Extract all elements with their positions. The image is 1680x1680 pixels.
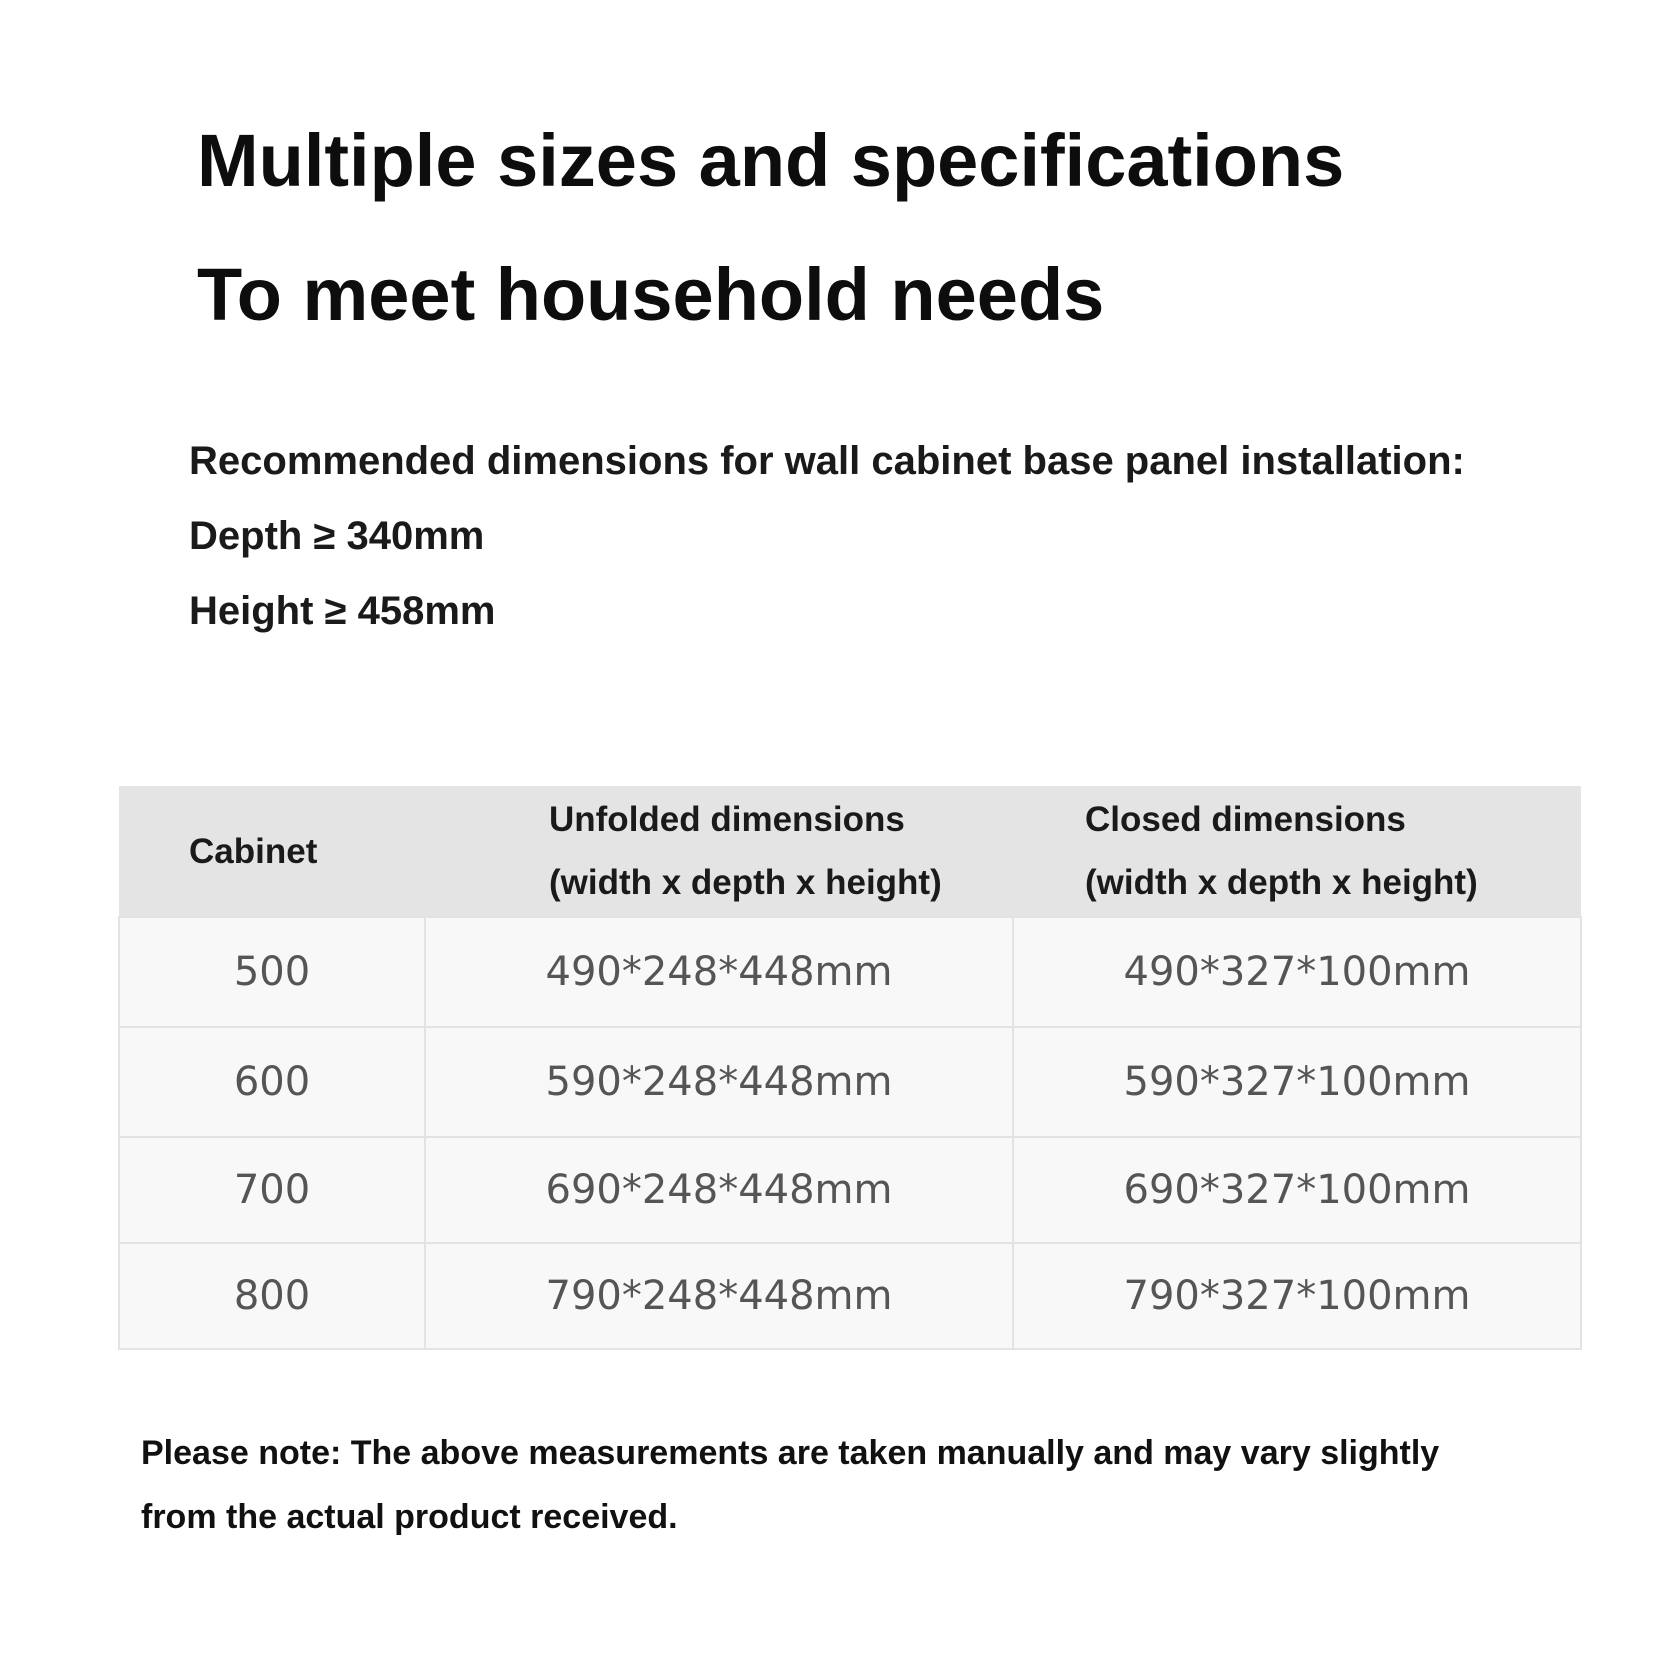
header-closed-title: Closed dimensions [1085,800,1406,839]
cell-closed: 590*327*100mm [1013,1027,1581,1137]
table-row [119,917,1581,1027]
header-closed-subtitle: (width x depth x height) [1085,863,1478,902]
cell-closed: 790*327*100mm [1013,1243,1581,1349]
header-unfolded-title: Unfolded dimensions [549,800,905,839]
headline-line-1: Multiple sizes and specifications [197,119,1345,202]
table-row [119,1027,1581,1137]
table-row [119,1243,1581,1349]
header-unfolded [425,786,1013,917]
header-cabinet [119,786,425,917]
table-row [119,1137,1581,1243]
spec-depth: Depth ≥ 340mm [189,514,485,558]
cell-unfolded: 490*248*448mm [425,917,1013,1027]
header-unfolded-subtitle: (width x depth x height) [549,863,942,902]
cell-closed: 690*327*100mm [1013,1137,1581,1243]
note-line-1: Please note: The above measurements are taken manually and may vary slightly [141,1434,1440,1472]
cell-cabinet: 700 [119,1137,425,1243]
cell-unfolded: 790*248*448mm [425,1243,1013,1349]
spec-intro: Recommended dimensions for wall cabinet base panel installation: [189,439,1465,483]
cell-cabinet: 500 [119,917,425,1027]
header-cabinet-label: Cabinet [189,831,318,871]
note-line-2: from the actual product received. [141,1498,678,1536]
header-closed [1013,786,1581,917]
measurement-note [141,1421,1601,1549]
cell-cabinet: 800 [119,1243,425,1349]
cell-unfolded: 590*248*448mm [425,1027,1013,1137]
dimensions-table [118,786,1582,1350]
cell-unfolded: 690*248*448mm [425,1137,1013,1243]
cell-closed: 490*327*100mm [1013,917,1581,1027]
cell-cabinet: 600 [119,1027,425,1137]
spec-height: Height ≥ 458mm [189,589,496,633]
headline-line-2: To meet household needs [197,253,1105,336]
table-header-row [119,786,1581,917]
